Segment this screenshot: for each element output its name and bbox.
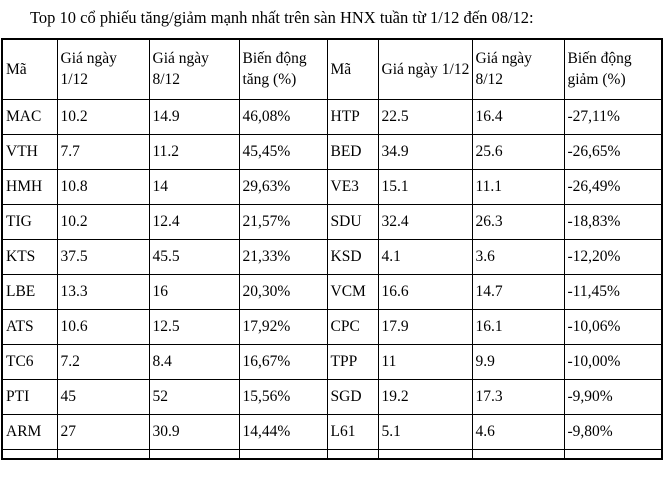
table-cell: 3.6: [472, 239, 564, 274]
table-cell: 10.8: [57, 169, 149, 204]
table-row: [2, 239, 662, 274]
table-cell: LBE: [2, 274, 57, 309]
table-cell: 19.2: [378, 379, 472, 414]
table-row: [2, 274, 662, 309]
table-cell: 34.9: [378, 134, 472, 169]
table-cell: 29,63%: [239, 169, 327, 204]
table-cell: L61: [327, 414, 378, 449]
table-cell: 4.6: [472, 414, 564, 449]
table-cell: 7.7: [57, 134, 149, 169]
table-cell: 17.9: [378, 309, 472, 344]
table-cell: 11: [378, 344, 472, 379]
table-cell: 14.7: [472, 274, 564, 309]
table-row: [2, 204, 662, 239]
table-cell: 12.5: [149, 309, 239, 344]
table-cell: -10,06%: [564, 309, 662, 344]
table-cell: 21,57%: [239, 204, 327, 239]
hnx-top10-stocks-table: [1, 38, 663, 460]
col-header-code-losers: Mã: [327, 39, 378, 99]
table-cell: 4.1: [378, 239, 472, 274]
table-cell: -9,90%: [564, 379, 662, 414]
col-header-price-1-12-losers: Giá ngày 1/12: [378, 39, 472, 99]
table-cell: MAC: [2, 99, 57, 134]
table-cell: 22.5: [378, 99, 472, 134]
table-row: [2, 379, 662, 414]
table-cell: BED: [327, 134, 378, 169]
table-row: [2, 344, 662, 379]
table-cell: CPC: [327, 309, 378, 344]
table-cell: 27: [57, 414, 149, 449]
table-row: [2, 414, 662, 449]
table-cell-empty: [472, 449, 564, 459]
table-header-row: [2, 39, 662, 99]
table-row: [2, 309, 662, 344]
table-cell-empty: [149, 449, 239, 459]
table-cell: KTS: [2, 239, 57, 274]
col-header-code-gainers: Mã: [2, 39, 57, 99]
table-cell: 45: [57, 379, 149, 414]
table-cell: -18,83%: [564, 204, 662, 239]
table-cell-empty: [378, 449, 472, 459]
table-cell: 37.5: [57, 239, 149, 274]
table-cell: 10.2: [57, 99, 149, 134]
table-cell: 10.6: [57, 309, 149, 344]
table-cell: 14.9: [149, 99, 239, 134]
table-cell: 9.9: [472, 344, 564, 379]
table-cell-empty: [57, 449, 149, 459]
table-cell: VTH: [2, 134, 57, 169]
table-cell: 45,45%: [239, 134, 327, 169]
table-cell: 11.2: [149, 134, 239, 169]
table-cell: 14: [149, 169, 239, 204]
table-cell-empty: [564, 449, 662, 459]
table-row: [2, 169, 662, 204]
table-cell: VE3: [327, 169, 378, 204]
table-cell: VCM: [327, 274, 378, 309]
table-cell: 16.6: [378, 274, 472, 309]
table-cell: 7.2: [57, 344, 149, 379]
table-cell: -11,45%: [564, 274, 662, 309]
table-cell: 17.3: [472, 379, 564, 414]
table-cell: 13.3: [57, 274, 149, 309]
table-cell: -26,49%: [564, 169, 662, 204]
table-cell: 46,08%: [239, 99, 327, 134]
table-cell-empty: [327, 449, 378, 459]
table-cell: 21,33%: [239, 239, 327, 274]
table-cell: 16.1: [472, 309, 564, 344]
table-row: [2, 134, 662, 169]
table-cell: 10.2: [57, 204, 149, 239]
table-cell: 15.1: [378, 169, 472, 204]
table-cell: 5.1: [378, 414, 472, 449]
table-cell: 25.6: [472, 134, 564, 169]
table-cell: -12,20%: [564, 239, 662, 274]
table-cell: PTI: [2, 379, 57, 414]
table-cell: 17,92%: [239, 309, 327, 344]
table-cell: -27,11%: [564, 99, 662, 134]
table-cell: TPP: [327, 344, 378, 379]
col-header-price-8-12-losers: Giá ngày 8/12: [472, 39, 564, 99]
col-header-price-1-12-gainers: Giá ngày 1/12: [57, 39, 149, 99]
table-row: [2, 99, 662, 134]
table-cell: HMH: [2, 169, 57, 204]
page-title: Top 10 cổ phiếu tăng/giảm mạnh nhất trên sàn HNX tuần từ 1/12 đến 08/12:: [30, 8, 534, 27]
table-cell: TIG: [2, 204, 57, 239]
table-cell: SGD: [327, 379, 378, 414]
table-cell: 45.5: [149, 239, 239, 274]
table-cell: 32.4: [378, 204, 472, 239]
table-row-partial-cropped: [2, 449, 662, 459]
table-cell-empty: [239, 449, 327, 459]
table-cell: 8.4: [149, 344, 239, 379]
table-cell: -9,80%: [564, 414, 662, 449]
col-header-change-up: Biến động tăng (%): [239, 39, 327, 99]
table-cell: -26,65%: [564, 134, 662, 169]
table-cell: 11.1: [472, 169, 564, 204]
col-header-price-8-12-gainers: Giá ngày 8/12: [149, 39, 239, 99]
table-cell: 20,30%: [239, 274, 327, 309]
table-cell: SDU: [327, 204, 378, 239]
table-cell: 52: [149, 379, 239, 414]
table-cell: ATS: [2, 309, 57, 344]
table-cell: HTP: [327, 99, 378, 134]
table-cell: 16.4: [472, 99, 564, 134]
table-cell: -10,00%: [564, 344, 662, 379]
table-cell-empty: [2, 449, 57, 459]
table-cell: ARM: [2, 414, 57, 449]
table-cell: 26.3: [472, 204, 564, 239]
table-cell: KSD: [327, 239, 378, 274]
table-cell: 14,44%: [239, 414, 327, 449]
table-cell: 15,56%: [239, 379, 327, 414]
table-cell: 30.9: [149, 414, 239, 449]
table-cell: 12.4: [149, 204, 239, 239]
table-cell: 16: [149, 274, 239, 309]
col-header-change-down: Biến động giảm (%): [564, 39, 662, 99]
table-cell: 16,67%: [239, 344, 327, 379]
table-cell: TC6: [2, 344, 57, 379]
